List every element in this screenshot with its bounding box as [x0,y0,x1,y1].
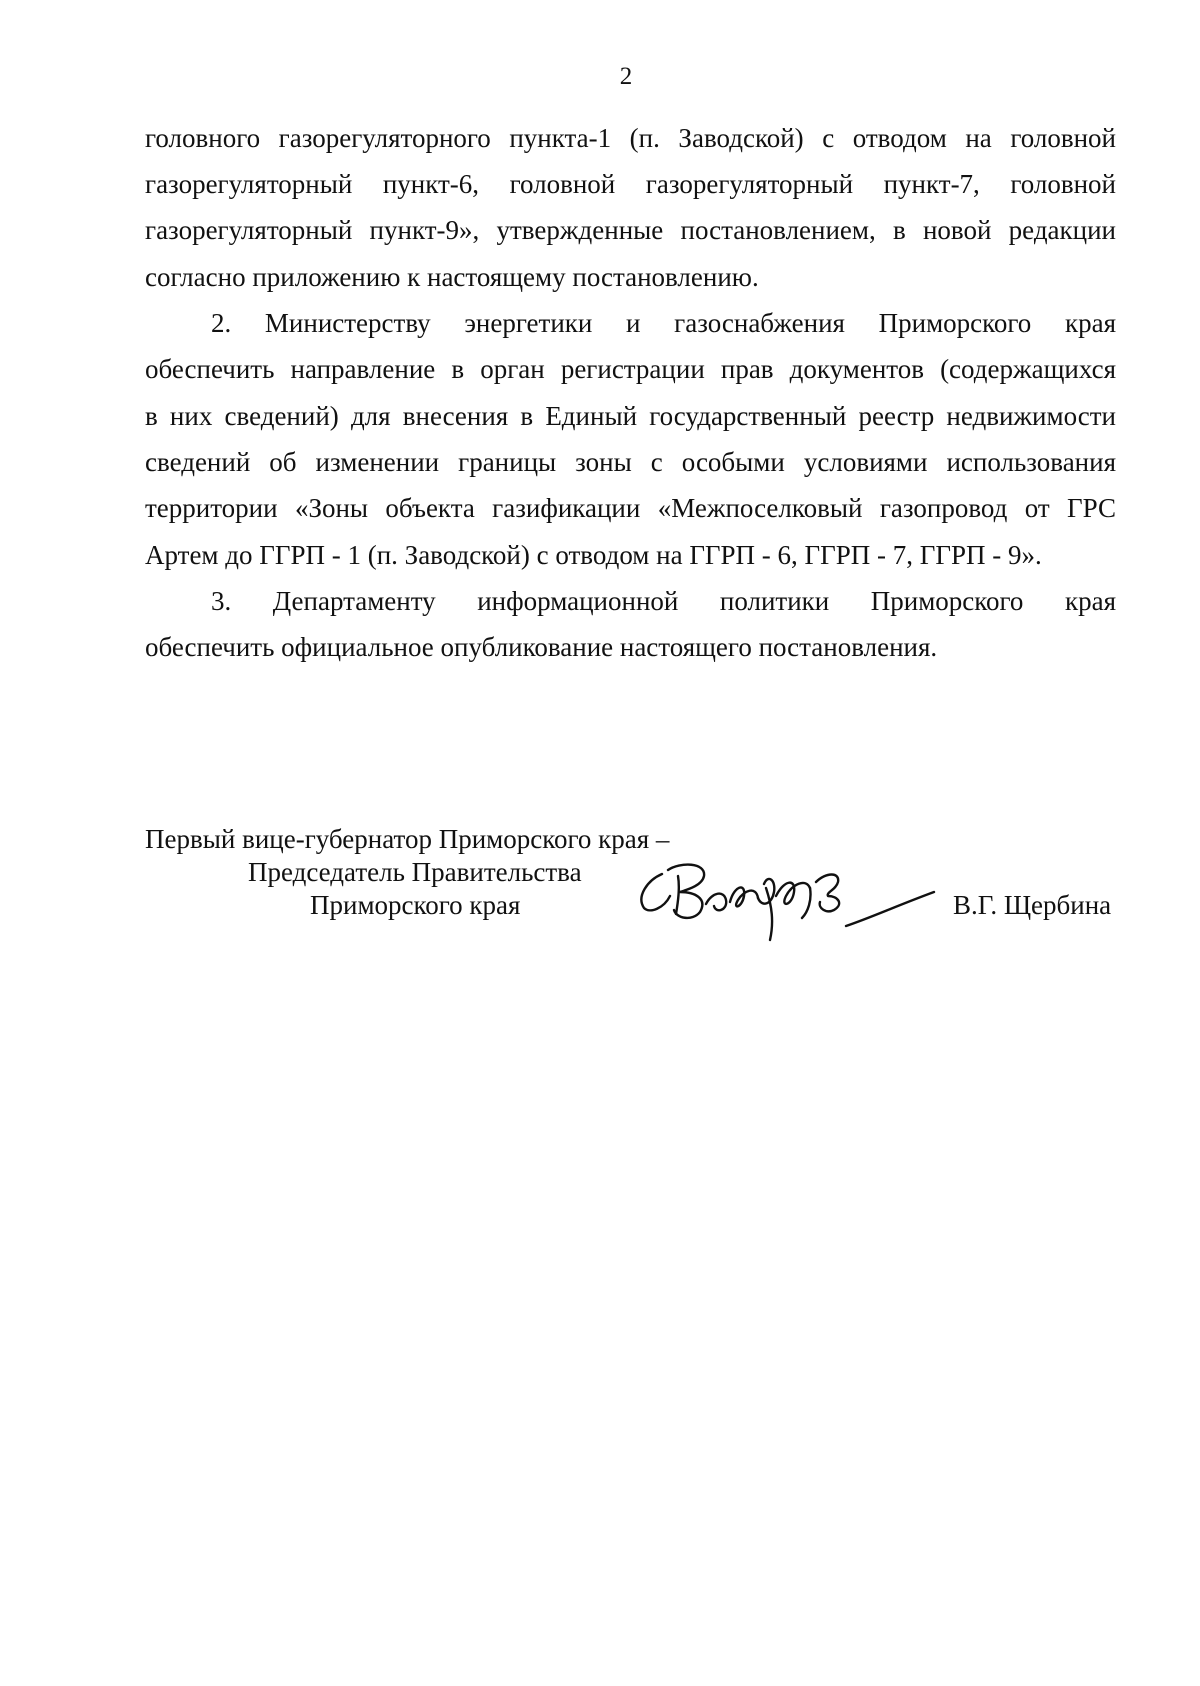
signatory-position-line1: Первый вице-губернатор Приморского края – [145,824,670,854]
paragraph-line: газорегуляторный пункт-6, головной газорегуляторный пункт-7, головной [145,169,1116,199]
paragraph-line: обеспечить направление в орган регистрации прав документов (содержащихся [145,354,1116,384]
signatory-position-line3: Приморского края [310,890,521,920]
signatory-position-line2: Председатель Правительства [248,857,582,887]
paragraph-line: Артем до ГГРП - 1 (п. Заводской) с отводом на ГГРП - 6, ГГРП - 7, ГГРП - 9». [145,540,1042,570]
paragraph-line: 3. Департаменту информационной политики Приморского края [211,586,1116,616]
paragraph-line: согласно приложению к настоящему постановлению. [145,262,759,292]
page-number: 2 [619,63,633,90]
paragraph-line: 2. Министерству энергетики и газоснабжения Приморского края [211,308,1116,338]
paragraph-line: газорегуляторный пункт-9», утвержденные постановлением, в новой редакции [145,215,1116,245]
handwritten-signature [634,852,944,952]
paragraph-line: территории «Зоны объекта газификации «Межпоселковый газопровод от ГРС [145,493,1116,523]
signatory-name: В.Г. Щербина [953,890,1112,920]
paragraph-line: обеспечить официальное опубликование настоящего постановления. [145,632,938,662]
paragraph-line: головного газорегуляторного пункта-1 (п. Заводской) с отводом на головной [145,123,1116,153]
paragraph-line: сведений об изменении границы зоны с особыми условиями использования [145,447,1116,477]
paragraph-line: в них сведений) для внесения в Единый государственный реестр недвижимости [145,401,1116,431]
